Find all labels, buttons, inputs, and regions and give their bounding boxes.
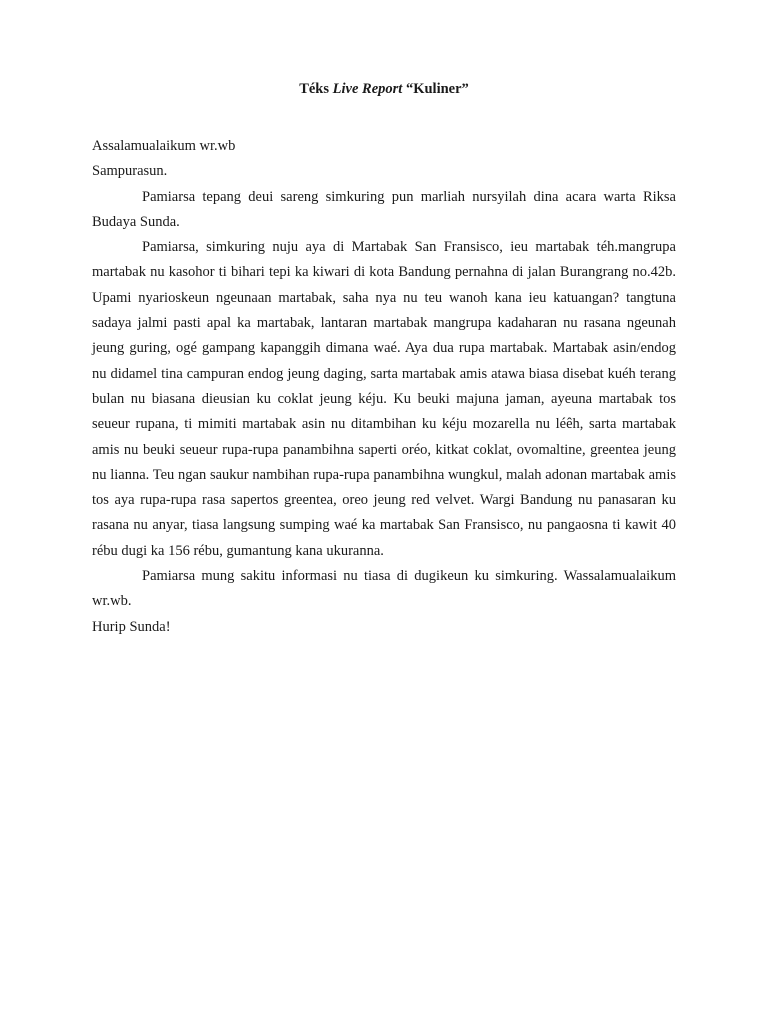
closing-line: Hurip Sunda! — [92, 618, 171, 635]
paragraph-body: Pamiarsa, simkuring nuju aya di Martabak San Fransisco, ieu martabak téh.mangrupa martabak nu kasohor ti bihari tepi ka kiwari di kota Bandung pernahna di jalan Burangrang no.42b. Upami nyarioskeun ngeunaan martabak, saha nya nu teu wanoh kana ieu katuangan? tangtuna sadaya jalmi pasti apal ka martabak, lantaran martabak mangrupa kadaharan nu rasana ngeunah jeung guring, ogé gampang kapanggih dimana waé. Aya dua rupa martabak. Martabak asin/endog nu didamel tina campuran endog jeung daging, sarta martabak amis atawa biasa disebat kuéh terang bulan nu biasana dieusian ku coklat jeung kéju. Ku beuki majuna jaman, ayeuna martabak tos seueur rupana, ti mimiti martabak asin nu ditambihan ku kéju mozarella nu léêh, sarta martabak amis nu beuki seueur rupa-rupa panambihna saperti oréo, kitkat coklat, ovomaltine, greentea jeung nu lianna. Teu ngan saukur nambihan rupa-rupa panambihna wungkul, malah adonan martabak amis tos aya rupa-rupa rasa sapertos greentea, oreo jeung red velvet. Wargi Bandung nu panasaran ku rasana nu anyar, tiasa langsung sumping waé ka martabak San Fransisco, nu pangaosna ti kawit 40 rébu dugi ka 156 rébu, gumantung kana ukuranna. — [92, 239, 676, 559]
paragraph-closing: Pamiarsa mung sakitu informasi nu tiasa di dugikeun ku simkuring. Wassalamualaikum wr.wb. — [92, 568, 676, 610]
greeting-line: Assalamualaikum wr.wb — [92, 138, 236, 154]
title-prefix: Téks — [299, 81, 333, 97]
document-page — [92, 80, 676, 640]
title-suffix: “Kuliner” — [402, 81, 469, 97]
document-title — [92, 80, 676, 98]
opening-line: Sampurasun. — [92, 163, 168, 180]
title-italic: Live Report — [332, 81, 403, 97]
paragraph-intro: Pamiarsa tepang deui sareng simkuring pun marliah nursyilah dina acara warta Riksa Budaya Sunda. — [92, 188, 676, 230]
